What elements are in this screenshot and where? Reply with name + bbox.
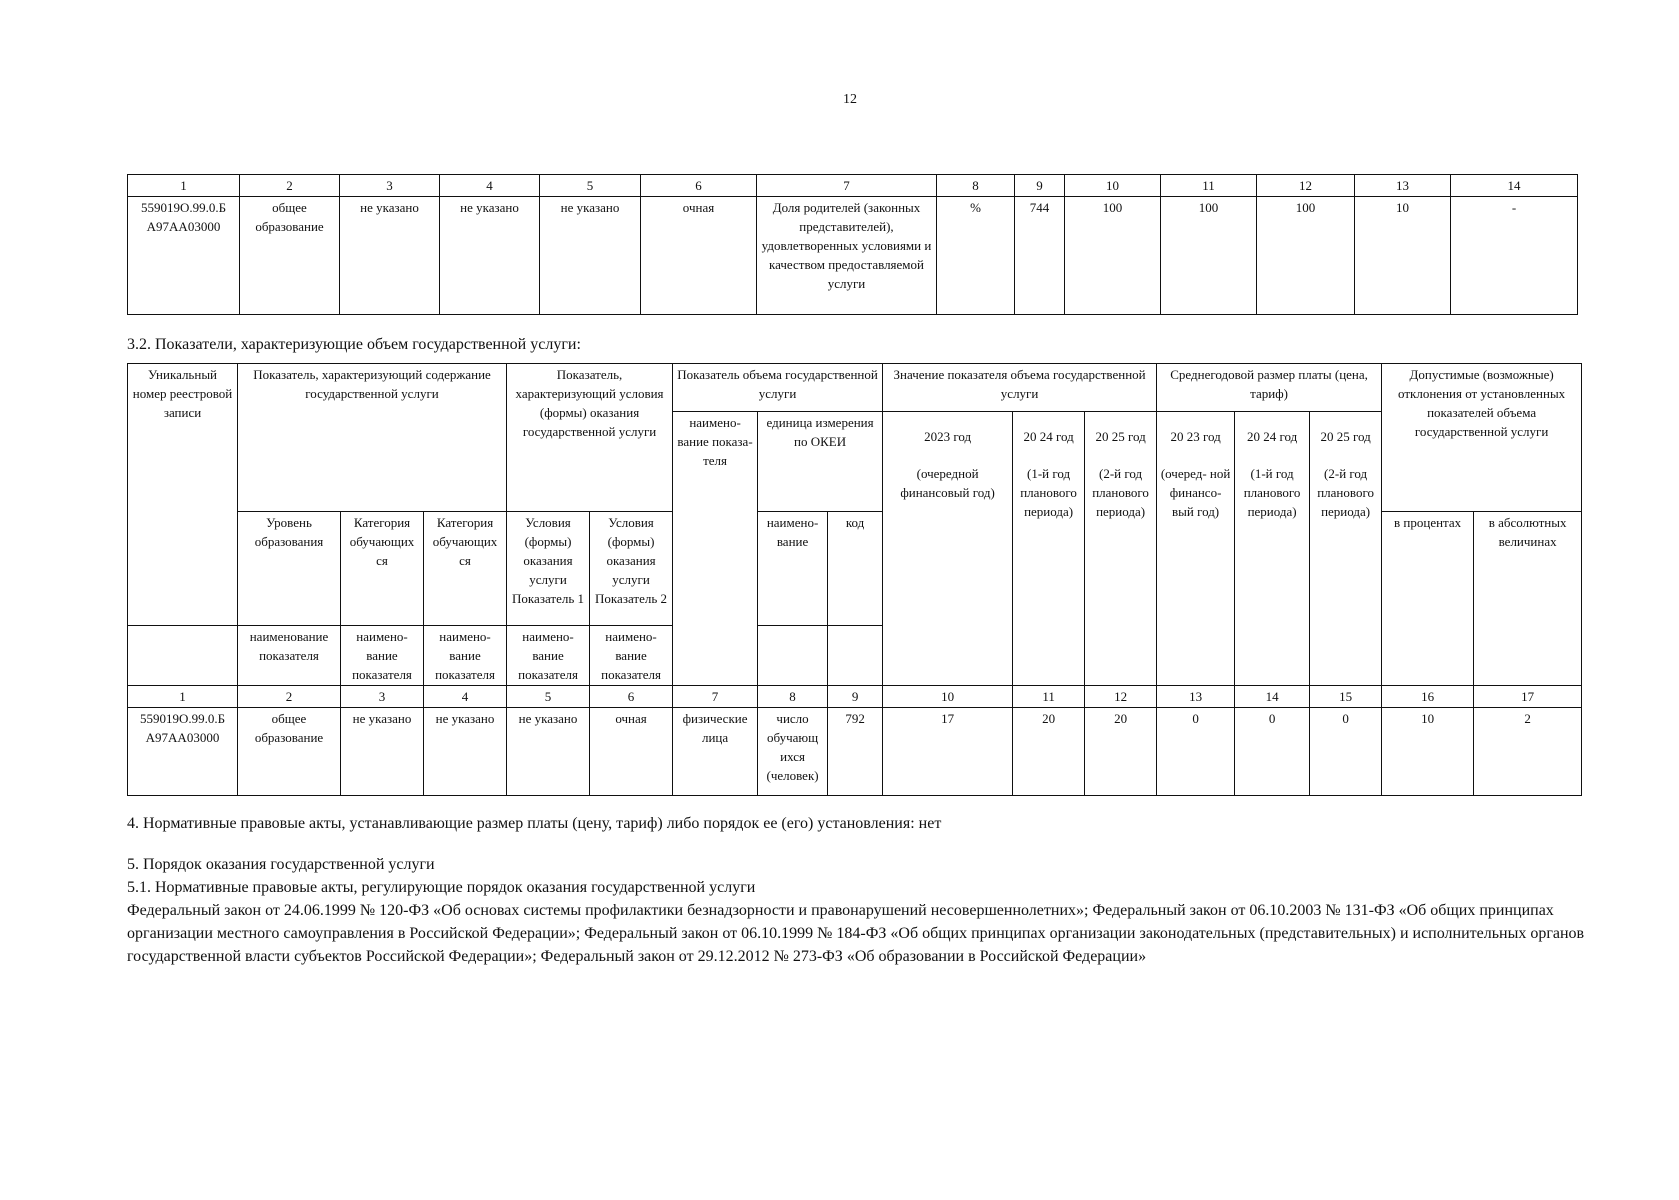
col-number: 17 [1474,686,1582,708]
header-content-cell: Показатель, характеризующий содержание государственной услуги [238,364,507,512]
category-cell: не указано [440,197,540,315]
header-fee-2024-cell [1235,412,1310,686]
col-number: 5 [507,686,590,708]
header-level-cell: Уровень образования [238,512,341,626]
header-value-cell: Значение показателя объема государственной услуги [883,364,1157,412]
unit-cell: % [937,197,1015,315]
header-fee-2023-cell [1157,412,1235,686]
condition-cell: не указано [540,197,641,315]
section-5-1-text: Федеральный закон от 24.06.1999 № 120-ФЗ «Об основах системы профилактики безнадзорности и правонарушений несовершеннолетних»; Федеральный закон от 06.10.2003 № 131-ФЗ «Об общих принципах организации местного самоуправления в Российской Федерации»; Федеральный закон от 06.10.1999 № 184-ФЗ «Об общих принципах организации законодательных (представительных) и исполнительных органов государственной власти субъектов Российской Федерации»; Федеральный закон от 29.12.2012 № 273-ФЗ «Об образовании в Российской Федерации» [127,902,1585,965]
volume-indicator-name-cell: физические лица [673,708,758,796]
value-cell: 100 [1161,197,1257,315]
col-number: 15 [1310,686,1382,708]
col-number: 11 [1161,175,1257,197]
col-number: 4 [440,175,540,197]
fee-2024-label: 20 24 год [1246,429,1298,444]
col-number: 3 [340,175,440,197]
col-number: 8 [758,686,828,708]
value-cell: 100 [1257,197,1355,315]
col-number: 4 [424,686,507,708]
section-4-text: 4. Нормативные правовые акты, устанавливающие размер платы (цену, тариф) либо порядок ее (его) установления: нет [127,815,942,832]
year-2023-sub: (очередной финансовый год) [900,466,995,500]
unit-name-cell: число обучающ ихся (человек) [758,708,828,796]
col-number: 5 [540,175,641,197]
category-cell: не указано [341,708,424,796]
header-okei-cell: единица измерения по ОКЕИ [758,412,883,512]
category-cell: не указано [340,197,440,315]
column-number-row [128,175,1578,197]
section-5-1-title: 5.1. Нормативные правовые акты, регулирующие порядок оказания государственной услуги [127,879,756,896]
condition-cell: очная [590,708,673,796]
col-number: 9 [828,686,883,708]
header-category-2-cell: Категория обучающих ся [424,512,507,626]
header-absolute-cell: в абсолютных величинах [1474,512,1582,686]
col-number: 16 [1382,686,1474,708]
section-3-2-title: 3.2. Показатели, характеризующие объем государственной услуги: [127,336,581,353]
col-number: 10 [1065,175,1161,197]
unit-code-cell: 792 [828,708,883,796]
fee-2023-label: 20 23 год [1170,429,1221,444]
col-number: 6 [641,175,757,197]
indicator-name-cell: Доля родителей (законных представителей), удовлетворенных условиями и качеством предоставляемой услуги [757,197,937,315]
col-number: 3 [341,686,424,708]
header-condition-1-cell: Условия (формы) оказания услуги Показатель 1 [507,512,590,626]
col-number: 1 [128,175,240,197]
quality-indicators-table [127,174,1578,315]
header-volume-cell: Показатель объема государственной услуги [673,364,883,412]
col-number: 10 [883,686,1013,708]
section-5-title: 5. Порядок оказания государственной услуги [127,856,435,873]
header-year-2025-cell [1085,412,1157,686]
header-name-2-cell: наимено- вание показателя [341,626,424,686]
header-volume-name-cell: наимено- вание показа- теля [673,412,758,686]
education-level-cell: общее образование [238,708,341,796]
year-2023-label: 2023 год [924,429,972,444]
unit-code-cell: 744 [1015,197,1065,315]
deviation-absolute-cell: - [1451,197,1578,315]
header-fee-2025-cell [1310,412,1382,686]
col-number: 8 [937,175,1015,197]
col-number: 2 [240,175,340,197]
header-year-2024-cell [1013,412,1085,686]
condition-cell: не указано [507,708,590,796]
col-number: 2 [238,686,341,708]
year-2025-sub: (2-й год планового периода) [1092,466,1149,519]
col-number: 12 [1085,686,1157,708]
header-fee-cell: Среднегодовой размер платы (цена, тариф) [1157,364,1382,412]
col-number: 7 [757,175,937,197]
column-number-row [128,686,1582,708]
fee-2023-sub: (очеред- ной финансо- вый год) [1160,466,1231,519]
col-number: 9 [1015,175,1065,197]
registry-number-cell: 559019О.99.0.Б А97АА03000 [128,708,238,796]
education-level-cell: общее образование [240,197,340,315]
category-cell: не указано [424,708,507,796]
fee-2024-cell: 0 [1235,708,1310,796]
year-2024-sub: (1-й год планового периода) [1020,466,1077,519]
col-number: 13 [1355,175,1451,197]
fee-2025-sub: (2-й год планового периода) [1317,466,1374,519]
table-row [128,708,1582,796]
header-name-5-cell: наимено- вание показателя [590,626,673,686]
header-empty-cell [128,626,238,686]
registry-number-cell: 559019О.99.0.Б А97АА03000 [128,197,240,315]
fee-2025-label: 20 25 год [1320,429,1371,444]
year-2024-label: 20 24 год [1023,429,1074,444]
fee-2023-cell: 0 [1157,708,1235,796]
volume-table [127,363,1582,796]
table-row [128,197,1578,315]
year-2025-label: 20 25 год [1095,429,1146,444]
header-condition-cell: Показатель, характеризующий условия (формы) оказания государственной услуги [507,364,673,512]
col-number: 12 [1257,175,1355,197]
header-condition-2-cell: Условия (формы) оказания услуги Показатель 2 [590,512,673,626]
condition-cell: очная [641,197,757,315]
header-unique-number-cell: Уникальный номер реестровой записи [128,364,238,626]
header-category-1-cell: Категория обучающих ся [341,512,424,626]
header-year-2023-cell [883,412,1013,686]
col-number: 14 [1235,686,1310,708]
deviation-absolute-cell: 2 [1474,708,1582,796]
col-number: 14 [1451,175,1578,197]
header-name-3-cell: наимено- вание показателя [424,626,507,686]
col-number: 13 [1157,686,1235,708]
col-number: 11 [1013,686,1085,708]
deviation-percent-cell: 10 [1382,708,1474,796]
fee-2024-sub: (1-й год планового периода) [1243,466,1301,519]
value-2025-cell: 20 [1085,708,1157,796]
header-empty-cell [828,626,883,686]
header-empty-cell [758,626,828,686]
header-deviation-cell: Допустимые (возможные) отклонения от установленных показателей объема государственной услуги [1382,364,1582,512]
col-number: 6 [590,686,673,708]
page-number: 12 [843,92,857,107]
col-number: 1 [128,686,238,708]
fee-2025-cell: 0 [1310,708,1382,796]
header-unit-name-cell: наимено- вание [758,512,828,626]
header-name-1-cell: наименование показателя [238,626,341,686]
col-number: 7 [673,686,758,708]
header-unit-code-cell: код [828,512,883,626]
header-name-4-cell: наимено- вание показателя [507,626,590,686]
value-2024-cell: 20 [1013,708,1085,796]
value-2023-cell: 17 [883,708,1013,796]
value-cell: 100 [1065,197,1161,315]
deviation-percent-cell: 10 [1355,197,1451,315]
section-5 [127,853,1597,968]
header-percent-cell: в процентах [1382,512,1474,686]
